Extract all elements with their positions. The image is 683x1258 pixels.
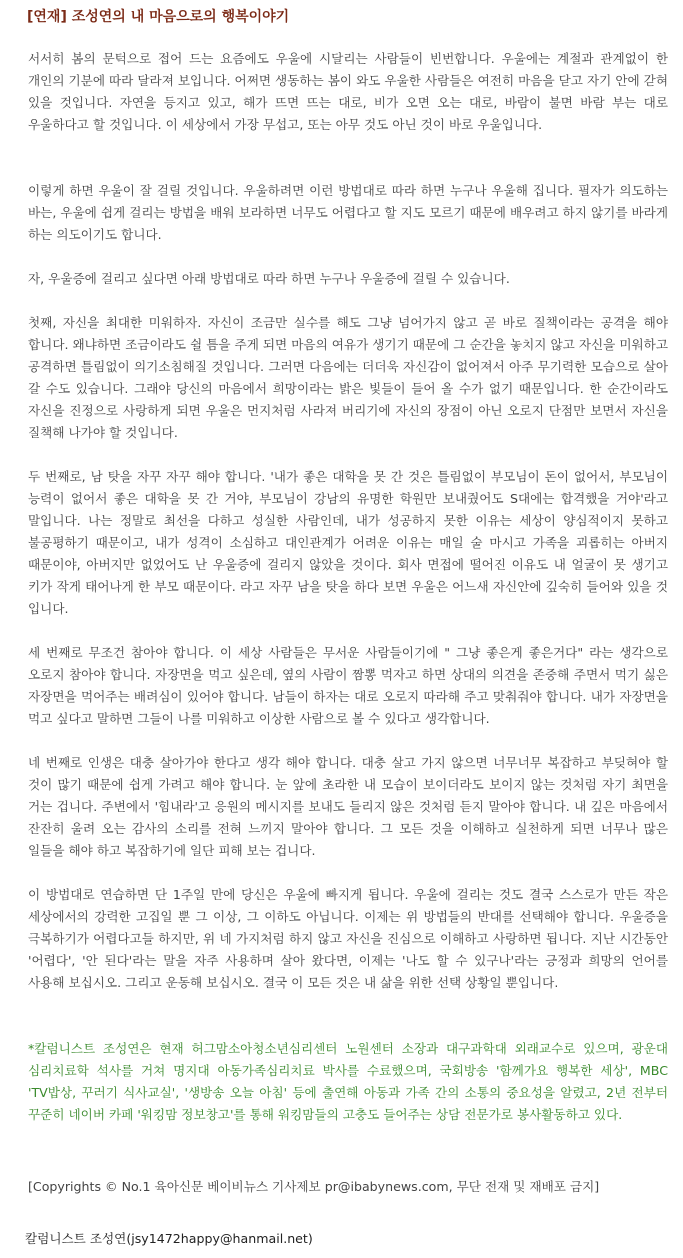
article-title: [연재] 조성연의 내 마음으로의 행복이야기 (27, 9, 290, 25)
paragraph-conclusion: 이 방법대로 연습하면 단 1주일 만에 당신은 우울에 빠지게 됩니다. 우울에 걸리는 것도 결국 스스로가 만든 작은 세상에서의 강력한 고집일 뿐 그 이상, 그 이하도 아닙니다. 이제는 위 방법들의 반대를 선택해야 합니다. 우울증을 극복하기가 어렵다고들 하지만, 위 네 가지처럼 하지 않고 자신을 진심으로 이해하고 사랑하면 됩니다. 지난 시간동안 '어렵다', '안 된다'라는 말을 자주 사용하며 살아 왔다면, 이제는 '나도 할 수 있구나'라는 긍정과 희망의 언어를 사용해 보십시오. 그리고 운동해 보십시오. 결국 이 모든 것은 내 삶을 위한 선택 상황일 뿐입니다. (28, 887, 668, 990)
author-byline: 칼럼니스트 조성연(jsy1472happy@hanmail.net) (25, 1231, 313, 1246)
paragraph-method: 이렇게 하면 우울이 잘 걸릴 것입니다. 우울하려면 이런 방법대로 따라 하면 누구나 우울해 집니다. 필자가 의도하는 바는, 우울에 쉽게 걸리는 방법을 배워 보라하면 너무도 어렵다고 할 지도 모르기 때문에 배우려고 하지 않기를 바라게 하는 의도이기도 합니다. (28, 183, 668, 242)
paragraph-setup: 자, 우울증에 걸리고 싶다면 아래 방법대로 따라 하면 누구나 우울증에 걸릴 수 있습니다. (28, 271, 510, 286)
columnist-bio: *칼럼니스트 조성연은 현재 허그맘소아청소년심리센터 노원센터 소장과 대구과학대 외래교수로 있으며, 광운대 심리치료학 석사를 거쳐 명지대 아동가족심리치료 박사를 수료했으며, 국회방송 '함께가요 행복한 세상', MBC 'TV밥상, 꾸러기 식사교실', '생방송 오늘 아침' 등에 출연해 아동과 가족 간의 소통의 중요성을 알렸고, 2년 전부터 꾸준히 네이버 카페 '워킹맘 정보창고'를 통해 워킹맘들의 고충도 들어주는 상담 전문가로 봉사활동하고 있다. (28, 1041, 668, 1122)
copyright-notice: [Copyrights © No.1 육아신문 베이비뉴스 기사제보 pr@ibabynews.com, 무단 전재 및 재배포 금지] (28, 1179, 600, 1194)
paragraph-second: 두 번째로, 남 탓을 자꾸 자꾸 해야 합니다. '내가 좋은 대학을 못 간 것은 틀림없이 부모님이 돈이 없어서, 부모님이 능력이 없어서 좋은 대학을 못 간 거야, 부모님이 강남의 유명한 학원만 보내줬어도 S대에는 합격했을 거야'라고 말입니다. 나는 정말로 최선을 다하고 성실한 사람인데, 내가 성공하지 못한 이유는 세상이 양심적이지 못하고 불공평하기 때문이고, 내가 성격이 소심하고 대인관계가 어려운 이유는 매일 술 마시고 가족을 괴롭히는 아버지 때문이야, 아버지만 없었어도 난 우울증에 걸리지 않았을 것이다. 회사 면접에 떨어진 이유도 내 얼굴이 못 생기고 키가 작게 태어나게 한 부모 때문이다. 라고 자꾸 남을 탓을 하다 보면 우울은 어느새 자신안에 깊숙히 들어와 있을 것 입니다. (28, 469, 668, 616)
paragraph-fourth: 네 번째로 인생은 대충 살아가야 한다고 생각 해야 합니다. 대충 살고 가지 않으면 너무너무 복잡하고 부딪혀야 할 것이 많기 때문에 쉽게 가려고 해야 합니다. 눈 앞에 초라한 내 모습이 보이더라도 보이지 않는 것처럼 자기 최면을 거는 겁니다. 주변에서 '힘내라'고 응원의 메시지를 보내도 들리지 않은 것처럼 듣지 말아야 합니다. 내 깊은 마음에서 잔잔히 울려 오는 감사의 소리를 전혀 느끼지 말아야 합니다. 그 모든 것을 이해하고 실천하게 되면 너무나 많은 일들을 해야 하고 복잡하기에 일단 피해 보는 겁니다. (28, 755, 668, 858)
paragraph-third: 세 번째로 무조건 참아야 합니다. 이 세상 사람들은 무서운 사람들이기에 " 그냥 좋은게 좋은거다" 라는 생각으로 오로지 참아야 합니다. 자장면을 먹고 싶은데, 옆의 사람이 짬뽕 먹자고 하면 상대의 의견을 존중해 주면서 먹기 싫은 자장면을 먹어주는 배려심이 있어야 합니다. 남들이 하자는 대로 오로지 따라해 주고 맞춰줘야 합니다. 내가 자장면을 먹고 싶다고 말하면 그들이 나를 미워하고 이상한 사람으로 볼 수 있다고 생각합니다. (28, 645, 668, 726)
paragraph-intro: 서서히 봄의 문턱으로 접어 드는 요즘에도 우울에 시달리는 사람들이 빈번합니다. 우울에는 계절과 관계없이 한 개인의 기분에 따라 달라져 보입니다. 어쩌면 생동하는 봄이 와도 우울한 사람들은 여전히 마음을 닫고 자기 안에 갇혀 있을 것입니다. 자연을 등지고 있고, 해가 뜨면 뜨는 대로, 비가 오면 오는 대로, 바람이 불면 바람 부는 대로 우울하다고 할 것입니다. 이 세상에서 가장 무섭고, 또는 아무 것도 아닌 것이 바로 우울입니다. (28, 51, 668, 132)
paragraph-first: 첫째, 자신을 최대한 미워하자. 자신이 조금만 실수를 해도 그냥 넘어가지 않고 곧 바로 질책이라는 공격을 해야 합니다. 왜냐하면 조금이라도 쉴 틈을 주게 되면 마음의 여유가 생기기 때문에 그 순간을 놓치지 않고 자신을 미워하고 공격하면 틀림없이 의기소침해질 것입니다. 그러면 다음에는 더더욱 자신감이 없어져서 아주 무기력한 모습으로 살아 갈 수도 있습니다. 그래야 당신의 마음에서 희망이라는 밝은 빛들이 들어 올 수가 없기 때문입니다. 한 순간이라도 자신을 진정으로 사랑하게 되면 우울은 먼지처럼 사라져 버리기에 자신의 장점이 아닌 오로지 단점만 보면서 자신을 질책해 나가야 할 것입니다. (28, 315, 668, 440)
